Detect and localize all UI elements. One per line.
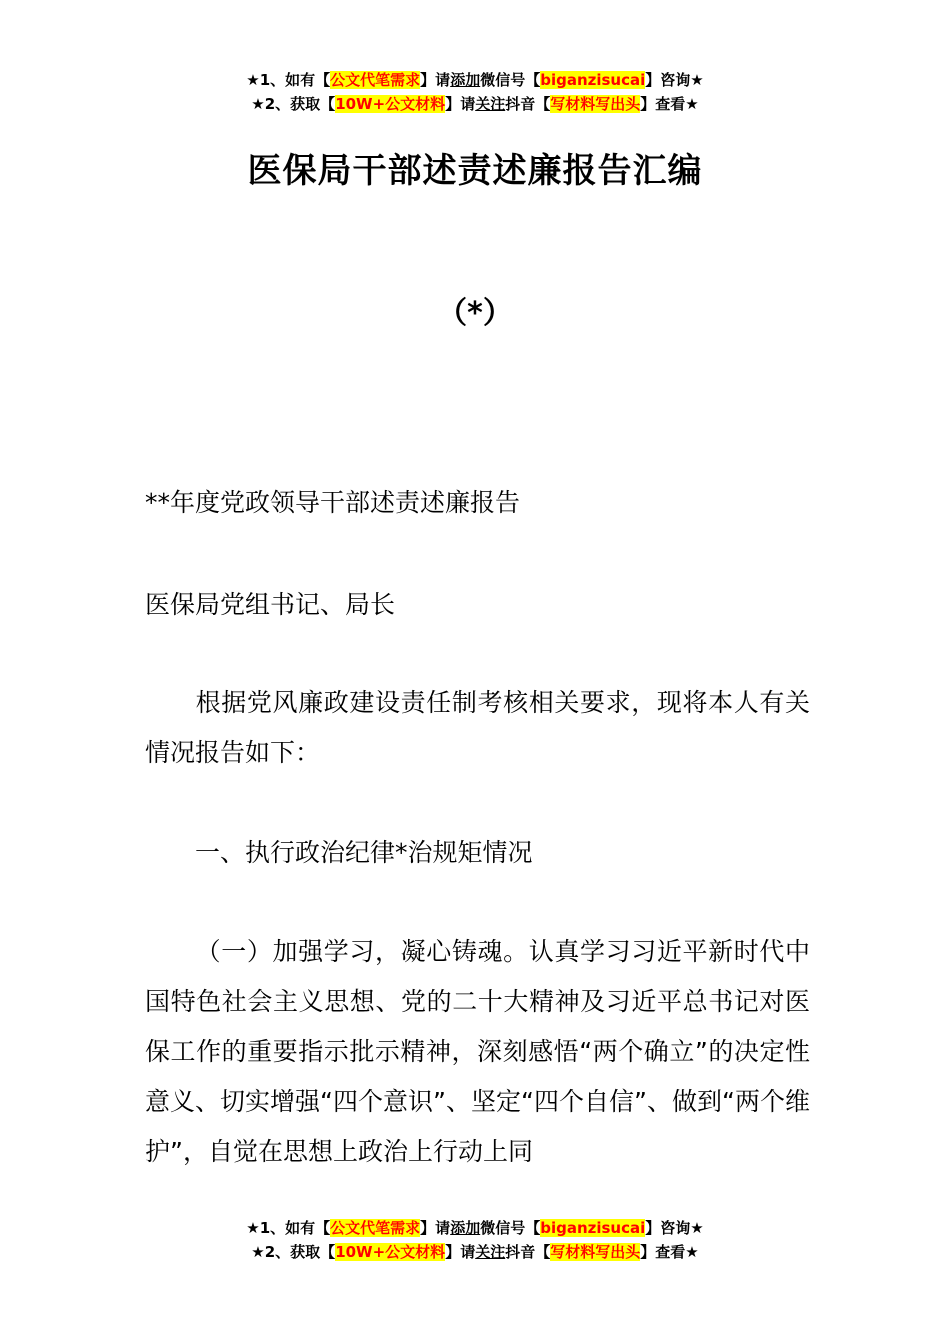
intro-paragraph: 根据党风廉政建设责任制考核相关要求，现将本人有关情况报告如下： bbox=[145, 688, 810, 767]
document-title: 医保局干部述责述廉报告汇编 bbox=[247, 151, 703, 191]
section-heading: 一、执行政治纪律*治规矩情况 bbox=[195, 838, 533, 867]
promo-line-1: ★1、如有【公文代笔需求】请添加微信号【biganzisucai】咨询★ bbox=[246, 71, 704, 89]
report-title: **年度党政领导干部述责述廉报告 bbox=[145, 488, 521, 517]
highlight-douyin-id: 写材料写出头 bbox=[550, 1243, 641, 1261]
document-subtitle: （*） bbox=[437, 296, 513, 331]
promo-line-1: ★1、如有【公文代笔需求】请添加微信号【biganzisucai】咨询★ bbox=[246, 1219, 704, 1237]
promo-banner-bottom bbox=[0, 1216, 950, 1264]
highlight-wechat-id: biganzisucai bbox=[540, 71, 646, 89]
promo-line-2: ★2、获取【10W+公文材料】请关注抖音【写材料写出头】查看★ bbox=[251, 1243, 699, 1261]
highlight-wechat-id: biganzisucai bbox=[540, 1219, 646, 1237]
highlight-service: 公文代笔需求 bbox=[330, 1219, 421, 1237]
highlight-service: 公文代笔需求 bbox=[330, 71, 421, 89]
highlight-materials: 10W+公文材料 bbox=[335, 95, 446, 113]
author-line: 医保局党组书记、局长 bbox=[145, 590, 396, 619]
promo-line-2: ★2、获取【10W+公文材料】请关注抖音【写材料写出头】查看★ bbox=[251, 95, 699, 113]
promo-banner-top bbox=[0, 68, 950, 116]
highlight-douyin-id: 写材料写出头 bbox=[550, 95, 641, 113]
highlight-materials: 10W+公文材料 bbox=[335, 1243, 446, 1261]
body-paragraph: （一）加强学习，凝心铸魂。认真学习习近平新时代中国特色社会主义思想、党的二十大精神及习近平总书记对医保工作的重要指示批示精神，深刻感悟“两个确立”的决定性意义、切实增强“四个意识”、坚定“四个自信”、做到“两个维护”，自觉在思想上政治上行动上同 bbox=[145, 937, 810, 1166]
